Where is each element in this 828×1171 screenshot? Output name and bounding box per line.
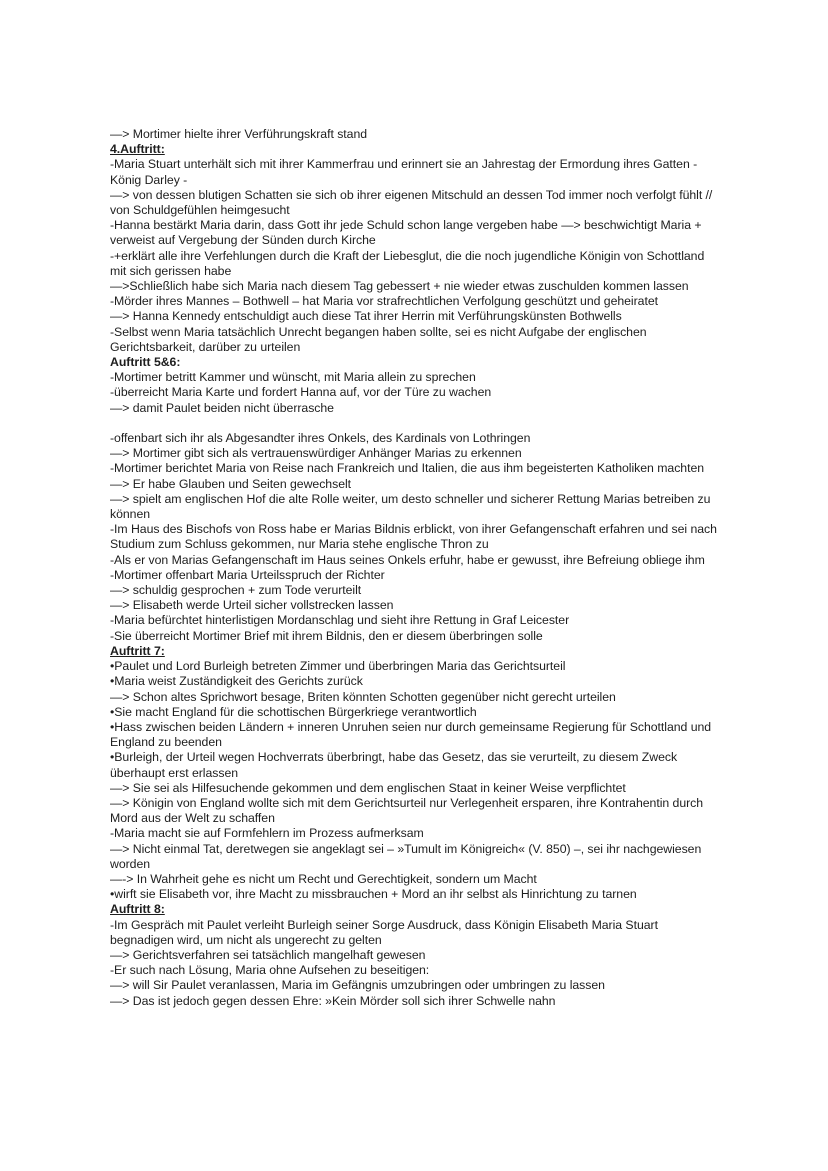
section-heading: Auftritt 8: [110,902,165,917]
text-line: —> will Sir Paulet veranlassen, Maria im Gefängnis umzubringen oder umbringen zu lassen [110,978,605,993]
text-line: —> Er habe Glauben und Seiten gewechselt [110,476,352,491]
text-line: -Maria befürchtet hinterlistigen Mordanschlag und sieht ihre Rettung in Graf Leicester [110,613,570,628]
section-heading: 4.Auftritt: [110,142,165,157]
text-line: •Sie macht England für die schottischen Bürgerkriege verantwortlich [110,704,477,719]
text-line: -Mortimer berichtet Maria von Reise nach Frankreich und Italien, die aus ihm begeisterten Katholiken machten [110,461,705,476]
text-line: —> von dessen blutigen Schatten sie sich ob ihrer eigenen Mitschuld an dessen Tod immer noch verfolgt fühlt // von Schuldgefühlen heimgesucht [110,187,713,218]
text-line: —> schuldig gesprochen + zum Tode verurteilt [110,583,362,598]
text-line: -Maria Stuart unterhält sich mit ihrer Kammerfrau und erinnert sie an Jahrestag der Ermordung ihres Gatten - König Darley - [110,157,698,187]
text-line: —> spielt am englischen Hof die alte Rolle weiter, um desto schneller und sicherer Rettung Marias betreiben zu können [110,491,711,522]
text-line: -Mortimer offenbart Maria Urteilsspruch der Richter [110,567,385,582]
text-line: —> Schon altes Sprichwort besage, Briten könnten Schotten gegenüber nicht gerecht urteilen [110,689,616,704]
text-line: -Im Haus des Bischofs von Ross habe er Marias Bildnis erblickt, von ihrer Gefangenschaft erfahren und sei nach Studium zum Schluss gekommen, nur Maria stehe englische Thron zu [110,522,717,552]
text-line: —> Königin von England wollte sich mit dem Gerichtsurteil nur Verlegenheit ersparen, ihre Kontrahentin durch Mord aus der Welt zu schaffen [110,795,704,826]
text-line: -Hanna bestärkt Maria darin, dass Gott ihr jede Schuld schon lange vergeben habe —> beschwichtigt Maria + verweist auf Vergebung der Sünden durch Kirche [110,218,702,248]
text-line: •Burleigh, der Urteil wegen Hochverrats überbringt, habe das Gesetz, das sie verurteilt, zu diesem Zweck überhaupt erst erlassen [110,750,678,780]
text-line: -Maria macht sie auf Formfehlern im Prozess aufmerksam [110,826,424,841]
text-line: -+erklärt alle ihre Verfehlungen durch die Kraft der Liebesglut, die die noch jugendliche Königin von Schottland mit sich gerissen habe [110,248,705,278]
text-line: -Sie überreicht Mortimer Brief mit ihrem Bildnis, den er diesem überbringen solle [110,628,543,643]
text-line: -offenbart sich ihr als Abgesandter ihres Onkels, des Kardinals von Lothringen [110,431,531,446]
text-line: —> Elisabeth werde Urteil sicher vollstrecken lassen [110,598,394,613]
text-line: —> Nicht einmal Tat, deretwegen sie angeklagt sei – »Tumult im Königreich« (V. 850) –, sei ihr nachgewiesen worden [110,841,702,871]
section-heading: Auftritt 5&6: [110,355,181,370]
text-line: —> Gerichtsverfahren sei tatsächlich mangelhaft gewesen [110,947,426,962]
text-line: -Selbst wenn Maria tatsächlich Unrecht begangen haben sollte, sei es nicht Aufgabe der englischen Gerichtsbarkeit, darüber zu urteilen [110,324,647,354]
text-line: —> Hanna Kennedy entschuldigt auch diese Tat ihrer Herrin mit Verführungskünsten Bothwells [110,309,622,324]
text-line: —> Mortimer hielte ihrer Verführungskraft stand [110,127,368,141]
text-line: -überreicht Maria Karte und fordert Hanna auf, vor der Türe zu wachen [110,385,492,400]
text-line: -Im Gespräch mit Paulet verleiht Burleigh seiner Sorge Ausdruck, dass Königin Elisabeth Maria Stuart begnadigen wird, um nicht als ungerecht zu gelten [110,917,658,947]
text-line: •Maria weist Zuständigkeit des Gerichts zurück [110,674,363,689]
text-line: -Als er von Marias Gefangenschaft im Haus seines Onkels erfuhr, habe er gewusst, ihre Befreiung obliege ihm [110,552,705,567]
blank-line [110,416,720,431]
text-line: •wirft sie Elisabeth vor, ihre Macht zu missbrauchen + Mord an ihr selbst als Hinrichtung zu tarnen [110,887,637,902]
text-line: -Er such nach Lösung, Maria ohne Aufsehen zu beseitigen: [110,963,430,978]
text-line: -Mortimer betritt Kammer und wünscht, mit Maria allein zu sprechen [110,370,476,385]
text-line: —> Mortimer gibt sich als vertrauenswürdiger Anhänger Marias zu erkennen [110,446,522,461]
text-line: —> Das ist jedoch gegen dessen Ehre: »Kein Mörder soll sich ihrer Schwelle nahn [110,993,556,1008]
section-heading: Auftritt 7: [110,643,165,658]
text-line: •Paulet und Lord Burleigh betreten Zimmer und überbringen Maria das Gerichtsurteil [110,659,566,674]
text-line: •Hass zwischen beiden Ländern + inneren Unruhen seien nur durch gemeinsame Regierung für Schottland und England zu beenden [110,719,712,750]
text-line: -Mörder ihres Mannes – Bothwell – hat Maria vor strafrechtlichen Verfolgung geschützt und geheiratet [110,294,658,309]
text-line: —> Sie sei als Hilfesuchende gekommen und dem englischen Staat in keiner Weise verpflichtet [110,780,626,795]
text-line: —-> In Wahrheit gehe es nicht um Recht und Gerechtigkeit, sondern um Macht [110,871,537,886]
document-page [110,127,720,1009]
text-line: —>Schließlich habe sich Maria nach diesem Tag gebessert + nie wieder etwas zuschulden kommen lassen [110,279,689,294]
text-line: —> damit Paulet beiden nicht überrasche [110,400,334,415]
